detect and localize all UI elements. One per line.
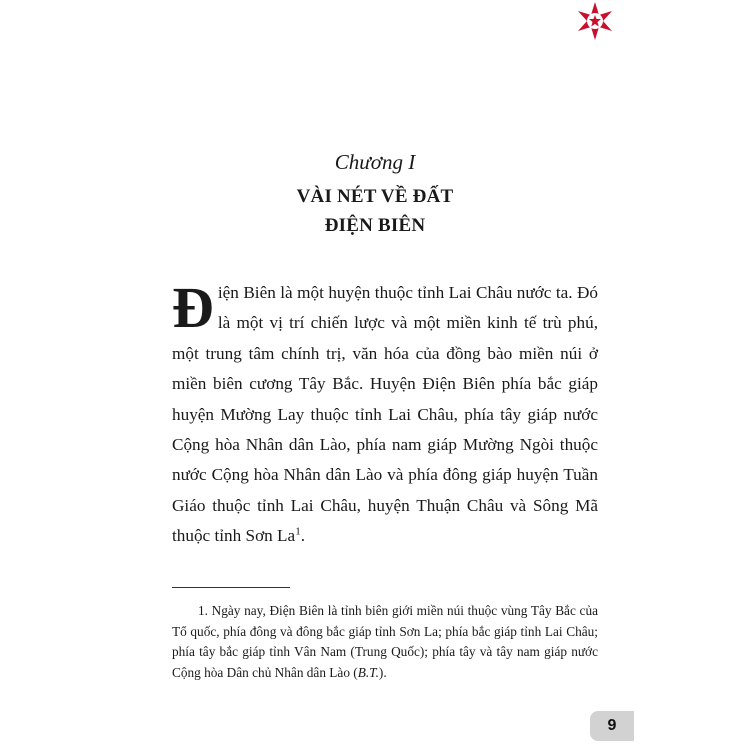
chapter-title-line-1: VÀI NÉT VỀ ĐẤT xyxy=(296,186,454,207)
footnote xyxy=(172,601,598,683)
footnote-divider xyxy=(172,587,290,588)
footnote-abbreviation: B.T. xyxy=(357,664,379,680)
page-number: 9 xyxy=(590,711,634,741)
footnote-paragraph xyxy=(172,601,598,683)
body-text xyxy=(172,275,598,552)
paragraph-text: iện Biên là một huyện thuộc tỉnh Lai Châu nước ta. Đó là một vị trí chiến lược và một miền kinh tế trù phú, một trung tâm chính trị, văn hóa của đồng bào miền núi ở miền biên cương Tây Bắc. Huyện Điện Biên phía bắc giáp huyện Mường Lay thuộc tỉnh Lai Châu, phía tây giáp nước Cộng hòa Nhân dân Lào, phía nam giáp Mường Ngòi thuộc nước Cộng hòa Nhân dân Lào và phía đông giáp huyện Tuần Giáo thuộc tỉnh Lai Châu, huyện Thuận Châu và Sông Mã thuộc tỉnh Sơn La xyxy=(172,283,598,546)
publisher-star-logo-icon xyxy=(572,1,618,41)
footnote-closing: ). xyxy=(378,664,387,680)
footnote-reference[interactable]: 1 xyxy=(295,525,301,538)
chapter-title-line-2: ĐIỆN BIÊN xyxy=(324,215,426,236)
footnote-text: 1. Ngày nay, Điện Biên là tỉnh biên giới miền núi thuộc vùng Tây Bắc của Tổ quốc, phía đông và đông bắc giáp tỉnh Sơn La; phía bắc giáp tỉnh Lai Châu; phía tây bắc giáp tỉnh Vân Nam (Trung Quốc); phía tây và tây nam giáp nước Cộng hòa Dân chủ Nhân dân Lào ( xyxy=(172,603,598,680)
body-paragraph: Điện Biên là một huyện thuộc tỉnh Lai Châu nước ta. Đó là một vị trí chiến lược và một miền kinh tế trù phú, một trung tâm chính trị, văn hóa của đồng bào miền núi ở miền biên cương Tây Bắc. Huyện Điện Biên phía bắc giáp huyện Mường Lay thuộc tỉnh Lai Châu, phía tây giáp nước Cộng hòa Nhân dân Lào, phía nam giáp Mường Ngòi thuộc nước Cộng hòa Nhân dân Lào và phía đông giáp huyện Tuần Giáo thuộc tỉnh Lai Châu, huyện Thuận Châu và Sông Mã thuộc tỉnh Sơn La$^1$. xyxy=(172,275,598,546)
drop-cap: Đ xyxy=(172,275,214,340)
chapter-label: Chương I xyxy=(334,150,416,174)
